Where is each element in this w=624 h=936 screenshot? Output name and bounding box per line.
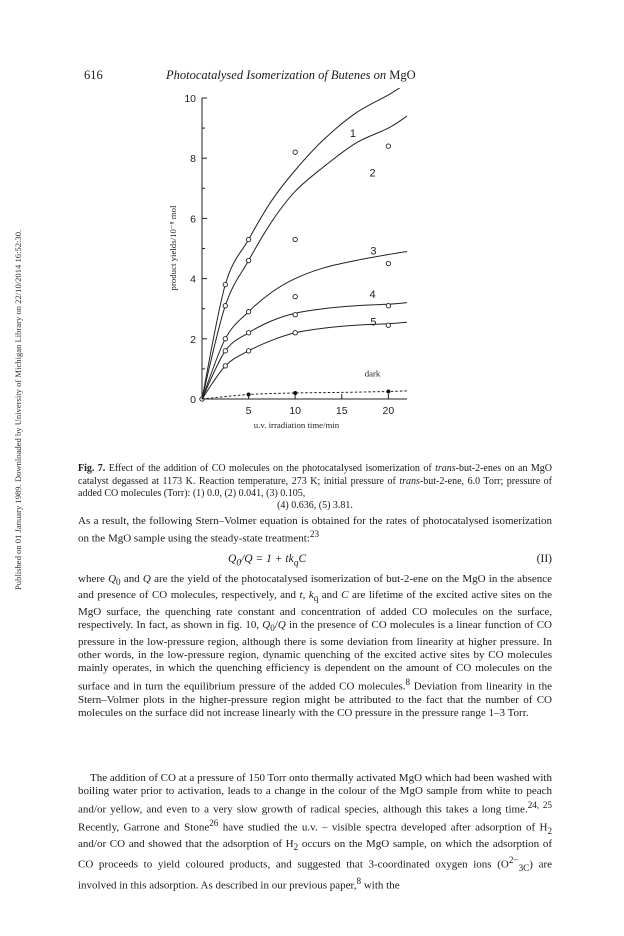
download-sidebar-text: Published on 01 January 1989. Downloaded by University of Michigan Library on 22/10/2014 16:52:30. <box>13 229 23 590</box>
data-point-2 <box>293 237 297 241</box>
y-tick-label: 4 <box>190 273 196 286</box>
paragraph-2: where $Q_0$ and Q are the yield of the photocatalysed isomerization of but-2-ene on the MgO in the absence and presence of CO molecules, respectively, and t, $k_q$ and C are lifetime of the excited active sites on the MgO surface, the quenching rate constant and concentration of added CO molecules on the surface, respectively. In fact, as shown in fig. 10, $Q_0/Q$ in the presence of CO molecules is a linear function of CO pressure in the low-pressure region, although there is some deviation from linearity at higher pressure. In other words, in the low-pressure region, dynamic quenching of the excited active sites by CO molecules mainly operates, in which the quenching efficiency is dependent on the amount of CO molecules on the surface and in turn the equilibrium pressure of the added CO molecules.$^8$ Deviation from linearity in the Stern–Volmer plots in the higher-pressure region might be attributed to the fact that the number of CO molecules on the surface did not increase linearly with the CO pressure in the pressure range 1–3 Torr. <box>78 573 552 719</box>
data-point-3 <box>293 294 297 298</box>
x-tick-label: 15 <box>335 405 348 417</box>
data-point-5 <box>223 364 227 368</box>
data-point-2 <box>223 303 227 307</box>
y-tick-label: 6 <box>190 213 196 226</box>
y-tick-label: 0 <box>190 394 196 406</box>
data-point-4 <box>246 331 250 335</box>
data-point-dark <box>386 389 390 393</box>
running-title-italic: Photocatalysed Isomerization of Butenes on <box>166 68 387 82</box>
series-label-5: 5 <box>370 316 377 329</box>
data-point-1 <box>223 282 227 286</box>
data-point-3 <box>386 261 390 265</box>
equation-formula: $Q_0/Q = 1 + tk_qC$ <box>228 553 307 569</box>
series-label-4: 4 <box>369 289 376 302</box>
paragraph-1: As a result, the following Stern–Volmer equation is obtained for the rates of photocatalysed isomerization on the MgO sample using the steady-state treatment:$^{23}$ <box>78 515 552 545</box>
data-point-4 <box>293 313 297 317</box>
data-point-5 <box>293 331 297 335</box>
figure-caption-lead: Fig. 7. <box>78 463 106 474</box>
data-point-2 <box>386 144 390 148</box>
x-axis-label: u.v. irradiation time/min <box>253 420 340 430</box>
series-label-dark: dark <box>364 368 381 379</box>
data-point-dark <box>247 392 251 396</box>
paragraph-3: The addition of CO at a pressure of 150 Torr onto thermally activated MgO which had been washed with boiling water prior to activation, leads to a change in the colour of the MgO sample from white to peach and/or yellow, and even to a very slow growth of radical species, although this takes a long time.$^{24, 25}$ Recently, Garrone and Stone$^{26}$ have studied the u.v. – visible spectra developed after adsorption of $H_2$ and/or CO and showed that the adsorption of $H_2$ occurs on the MgO sample, on which the adsorption of CO proceeds to yield coloured products, and suggested that 3-coordinated oxygen ions $(O^{2-}_{3C})$ are involved in this adsorption. As described in our previous paper,$^8$ with the <box>78 772 553 892</box>
figure-caption <box>78 463 552 501</box>
data-point-1 <box>246 237 250 241</box>
data-point-5 <box>386 323 390 327</box>
y-tick-label: 8 <box>190 153 196 166</box>
data-point-2 <box>246 258 250 262</box>
equation-number: (II) <box>536 553 552 565</box>
running-title-tail: MgO <box>389 68 416 82</box>
yield-chart <box>160 88 460 458</box>
x-tick-label: 10 <box>289 405 302 417</box>
figure-caption-last-line: (4) 0.636, (5) 3.81. <box>277 500 353 511</box>
running-title <box>166 68 416 83</box>
data-point-1 <box>293 150 297 154</box>
series-line-dark <box>202 391 407 399</box>
x-tick-label: 5 <box>245 405 252 417</box>
data-point-5 <box>246 349 250 353</box>
x-tick-label: 20 <box>382 405 395 417</box>
series-label-1: 1 <box>349 128 357 141</box>
page-number: 616 <box>84 68 103 82</box>
y-tick-label: 10 <box>184 93 196 105</box>
data-point-3 <box>223 337 227 341</box>
data-point-dark <box>293 391 297 395</box>
data-point-3 <box>246 310 250 314</box>
data-point-4 <box>223 349 227 353</box>
series-label-3: 3 <box>370 245 377 258</box>
series-label-2: 2 <box>369 167 376 180</box>
y-tick-label: 2 <box>190 333 196 346</box>
y-axis-label: product yields/10⁻⁸ mol <box>168 205 178 291</box>
data-point-4 <box>386 303 390 307</box>
series-line-1 <box>202 88 407 399</box>
series-line-5 <box>202 322 407 399</box>
figure-caption-text: Effect of the addition of CO molecules on the photocatalysed isomerization of trans-but-2-enes on an MgO catalyst degassed at 1173 K. Reaction temperature, 273 K; initial pressure of trans-but-2-ene, 6.0 Torr; pressure of added CO molecules (Torr): (1) 0.0, (2) 0.041, (3) 0.105, <box>78 463 552 500</box>
